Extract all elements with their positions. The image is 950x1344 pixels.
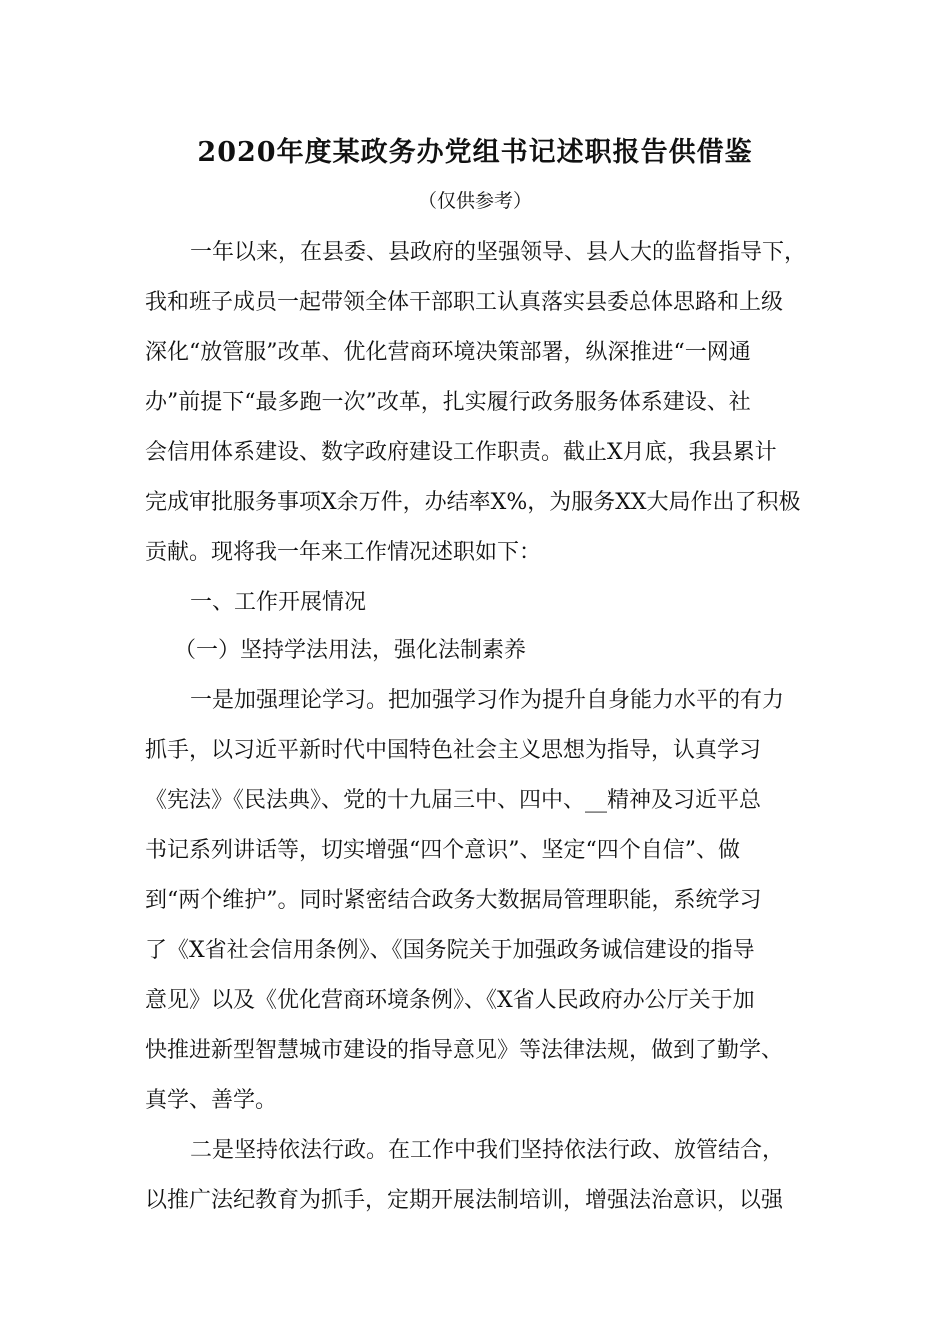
paragraph-line: 快推进新型智慧城市建设的指导意见》等法律法规，做到了勤学、 xyxy=(145,1038,784,1063)
document-title: 2020年度某政务办党组书记述职报告供借鉴 xyxy=(197,137,753,168)
paragraph-line: 以推广法纪教育为抓手，定期开展法制培训，增强法治意识，以强 xyxy=(145,1188,784,1213)
paragraph-line: 办”前提下“最多跑一次”改革，扎实履行政务服务体系建设、社 xyxy=(145,390,751,415)
paragraph-line: 书记系列讲话等，切实增强“四个意识”、坚定“四个自信”、做 xyxy=(145,838,740,863)
subsection-heading: （一）坚持学法用法，强化法制素养 xyxy=(174,638,527,663)
paragraph-line: 意见》以及《优化营商环境条例》、《X省人民政府办公厅关于加 xyxy=(145,988,755,1013)
paragraph-line: 贡献。现将我一年来工作情况述职如下： xyxy=(145,540,542,565)
paragraph-line: 真学、善学。 xyxy=(145,1088,278,1113)
paragraph-line: 二是坚持依法行政。在工作中我们坚持依法行政、放管结合， xyxy=(190,1138,785,1163)
document-subtitle: （仅供参考） xyxy=(417,190,532,212)
paragraph-line: 一年以来，在县委、县政府的坚强领导、县人大的监督指导下， xyxy=(190,240,807,265)
paragraph-line: 我和班子成员一起带领全体干部职工认真落实县委总体思路和上级 xyxy=(145,290,784,315)
section-heading: 一、工作开展情况 xyxy=(190,590,367,615)
paragraph-line: 《宪法》《民法典》、党的十九届三中、四中、__精神及习近平总 xyxy=(145,788,762,813)
paragraph-line: 深化“放管服”改革、优化营商环境决策部署，纵深推进“一网通 xyxy=(145,340,751,365)
paragraph-line: 一是加强理论学习。把加强学习作为提升自身能力水平的有力 xyxy=(190,688,785,713)
paragraph-line: 到“两个维护”。同时紧密结合政务大数据局管理职能，系统学习 xyxy=(145,888,762,913)
paragraph-line: 会信用体系建设、数字政府建设工作职责。截止X月底，我县累计 xyxy=(145,440,777,465)
paragraph-line: 完成审批服务事项X余万件，办结率X%，为服务XX大局作出了积极 xyxy=(145,490,801,515)
paragraph-line: 了《X省社会信用条例》、《国务院关于加强政务诚信建设的指导 xyxy=(145,938,755,963)
paragraph-line: 抓手，以习近平新时代中国特色社会主义思想为指导，认真学习 xyxy=(145,738,762,763)
